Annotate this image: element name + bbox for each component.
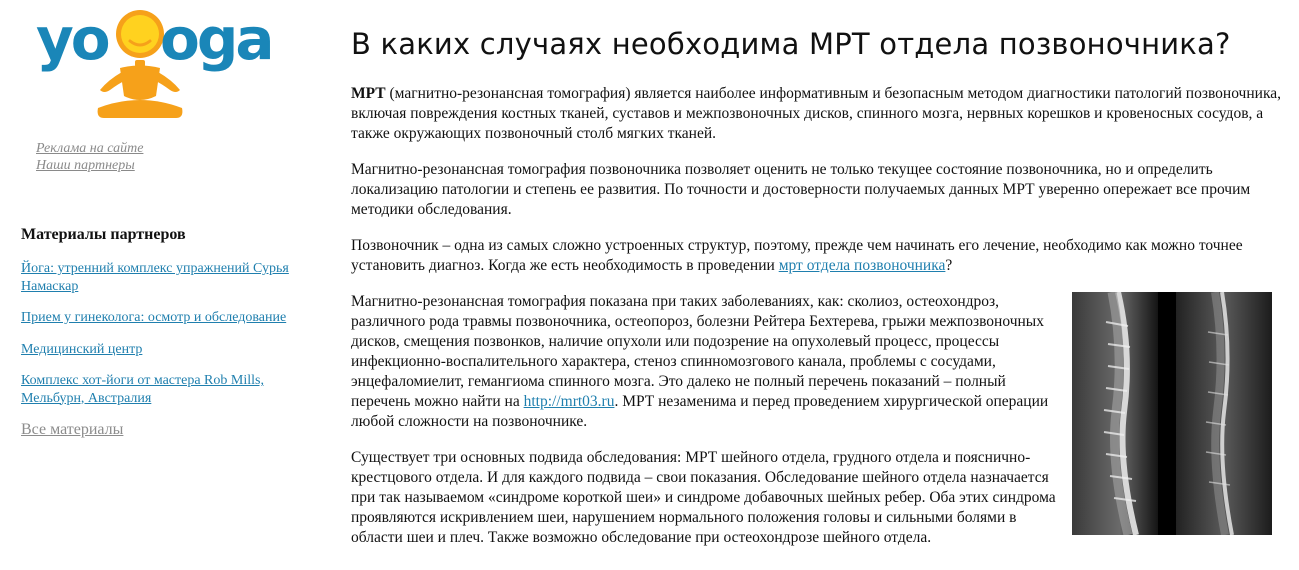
all-materials-link[interactable]: Все материалы [21, 421, 124, 438]
paragraph-1 [351, 84, 1286, 144]
spine-mri-image [1072, 292, 1272, 535]
partner-materials-block [21, 226, 321, 439]
paragraph-5: Существует три основных подвида обследования: МРТ шейного отдела, грудного отдела и пояснично-крестцового отдела. И для каждого подвида – свои показания. Обследование шейного отдела назначается при так называемом «синдроме короткой шеи» и синдроме добавочных шейных ребер. Оба этих синдрома проявляются искривлением шеи, нарушением нормального положения головы и сильными болями в области шеи и плеч. Также возможно обследование при остеохондрозе шейного отдела. [351, 449, 1056, 546]
paragraph-3 [351, 236, 1286, 276]
paragraph-4-text: Магнитно-резонансная томография показана при таких заболеваниях, как: сколиоз, остеохондроз, различного рода травмы позвоночника, остеопороз, болезни Рейтера Бехтерева, грыжи межпозвоночных дисков, смещения позвонков, наличие опухоли или подозрение на опухолевый процесс, процессы инфекционно-воспалительного характера, стеноз спинномозгового канала, проблемы с сосудами, энцефаломиелит, гемангиома спинного мозга. Это далеко не полный перечень показаний – полный перечень можно найти на [351, 293, 1044, 410]
logo-text-yo: yo [36, 5, 108, 73]
article-title: В каких случаях необходима МРТ отдела позвоночника? [351, 27, 1231, 61]
mrt-bold-term: МРТ [351, 85, 386, 102]
mrt03-link[interactable]: http://mrt03.ru [523, 393, 615, 410]
article [351, 24, 1286, 564]
partner-link-yoga-morning[interactable]: Йога: утренний комплекс упражнений Сурья Намаскар [21, 261, 289, 294]
spine-mri-link[interactable]: мрт отдела позвоночника [778, 257, 946, 274]
yooga-logo[interactable] [36, 5, 286, 122]
paragraph-2: Магнитно-резонансная томография позвоночника позволяет оценить не только текущее состояние позвоночника, но и определить локализацию патологии и степень ее развития. По точности и достоверности получаемых данных МРТ уверенно опережает все прочим методики обследования. [351, 161, 1251, 218]
partner-link-hot-yoga[interactable]: Комплекс хот-йоги от мастера Rob Mills, Мельбурн, Австралия [21, 373, 264, 406]
advertising-link[interactable]: Реклама на сайте [36, 141, 144, 156]
paragraph-1-text: (магнитно-резонансная томография) является наиболее информативным и безопасным методом диагностики патологий позвоночника, включая повреждения костных тканей, суставов и межпозвоночных дисков, спинного мозга, нервных корешков и кровеносных сосудов, а также окружающих позвоночный столб мягких тканей. [351, 85, 1281, 142]
partner-link-medical-center[interactable]: Медицинский центр [21, 341, 143, 357]
partner-link-gynecologist[interactable]: Прием у гинеколога: осмотр и обследование [21, 310, 287, 325]
our-partners-link[interactable]: Наши партнеры [36, 158, 135, 173]
logo-text-oga: oga [160, 5, 272, 73]
paragraph-3-end: ? [945, 257, 953, 274]
paragraph-4-end: . МРТ незаменима и перед проведением хирургической операции любой сложности на позвоночнике. [351, 393, 1049, 430]
site-links [36, 140, 143, 174]
paragraph-3-text: Позвоночник – одна из самых сложно устроенных структур, поэтому, прежде чем начинать его лечение, необходимо как можно точнее установить диагноз. Когда же есть необходимость в проведении [351, 237, 1243, 274]
partner-materials-heading: Материалы партнеров [21, 226, 186, 243]
